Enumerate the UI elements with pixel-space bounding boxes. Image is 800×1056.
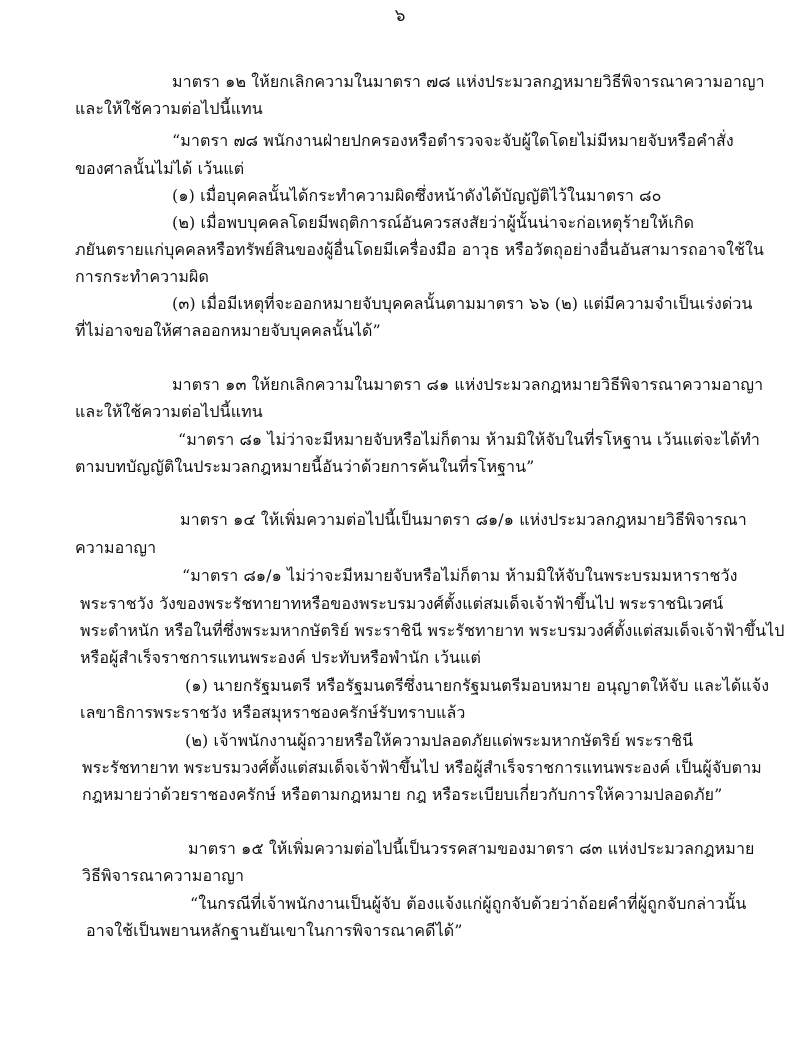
- text-line: ความอาญา: [75, 538, 157, 557]
- text-line: (๒) เจ้าพนักงานผู้ถวายหรือให้ความปลอดภัยแด่พระมหากษัตริย์ พระราชินี: [185, 731, 694, 750]
- text-line: มาตรา ๑๒ ให้ยกเลิกความในมาตรา ๗๘ แห่งประมวลกฎหมายวิธีพิจารณาความอาญา: [172, 72, 765, 91]
- page-number: ๖: [394, 6, 406, 26]
- text-line: มาตรา ๑๔ ให้เพิ่มความต่อไปนี้เป็นมาตรา ๘๑/๑ แห่งประมวลกฎหมายวิธีพิจารณา: [180, 510, 747, 529]
- text-line: พระรัชทายาท พระบรมวงศ์ตั้งแต่สมเด็จเจ้าฟ้าขึ้นไป หรือผู้สำเร็จราชการแทนพระองค์ เป็นผู้จับตาม: [82, 758, 762, 777]
- text-line: ตามบทบัญญัติในประมวลกฎหมายนี้อันว่าด้วยการค้นในที่รโหฐาน”: [75, 457, 535, 476]
- text-line: (๒) เมื่อพบบุคคลโดยมีพฤติการณ์อันควรสงสัยว่าผู้นั้นน่าจะก่อเหตุร้ายให้เกิด: [172, 213, 695, 232]
- text-line: ของศาลนั้นไม่ได้ เว้นแต่: [75, 159, 245, 178]
- text-line: “มาตรา ๘๑ ไม่ว่าจะมีหมายจับหรือไม่ก็ตาม ห้ามมิให้จับในที่รโหฐาน เว้นแต่จะได้ทำ: [178, 430, 760, 449]
- text-line: “มาตรา ๗๘ พนักงานฝ่ายปกครองหรือตำรวจจะจับผู้ใดโดยไม่มีหมายจับหรือคำสั่ง: [172, 131, 734, 150]
- text-line: “ในกรณีที่เจ้าพนักงานเป็นผู้จับ ต้องแจ้งแก่ผู้ถูกจับด้วยว่าถ้อยคำที่ผู้ถูกจับกล่าวนั้น: [190, 894, 747, 913]
- text-line: (๑) นายกรัฐมนตรี หรือรัฐมนตรีซึ่งนายกรัฐมนตรีมอบหมาย อนุญาตให้จับ และได้แจ้ง: [185, 676, 770, 695]
- text-line: ที่ไม่อาจขอให้ศาลออกหมายจับบุคคลนั้นได้”: [75, 321, 381, 340]
- text-line: “มาตรา ๘๑/๑ ไม่ว่าจะมีหมายจับหรือไม่ก็ตาม ห้ามมิให้จับในพระบรมมหาราชวัง: [182, 566, 738, 585]
- text-line: พระราชวัง วังของพระรัชทายาทหรือของพระบรมวงศ์ตั้งแต่สมเด็จเจ้าฟ้าขึ้นไป พระราชนิเวศน์: [80, 594, 724, 613]
- text-line: และให้ใช้ความต่อไปนี้แทน: [75, 402, 263, 421]
- text-line: และให้ใช้ความต่อไปนี้แทน: [75, 99, 263, 118]
- text-line: มาตรา ๑๕ ให้เพิ่มความต่อไปนี้เป็นวรรคสามของมาตรา ๘๓ แห่งประมวลกฎหมาย: [188, 839, 755, 858]
- text-line: กฎหมายว่าด้วยราชองครักษ์ หรือตามกฎหมาย กฎ หรือระเบียบเกี่ยวกับการให้ความปลอดภัย”: [82, 785, 723, 804]
- text-line: (๓) เมื่อมีเหตุที่จะออกหมายจับบุคคลนั้นตามมาตรา ๖๖ (๒) แต่มีความจำเป็นเร่งด่วน: [172, 294, 753, 313]
- text-line: อาจใช้เป็นพยานหลักฐานยันเขาในการพิจารณาคดีได้”: [86, 921, 463, 940]
- text-line: ภยันตรายแก่บุคคลหรือทรัพย์สินของผู้อื่นโดยมีเครื่องมือ อาวุธ หรือวัตถุอย่างอื่นอันสามารถอาจใช้ใน: [75, 240, 764, 259]
- text-line: พระตำหนัก หรือในที่ซึ่งพระมหากษัตริย์ พระราชินี พระรัชทายาท พระบรมวงศ์ตั้งแต่สมเด็จเจ้าฟ้าขึ้นไป: [80, 621, 785, 640]
- text-line: การกระทำความผิด: [75, 267, 209, 286]
- text-line: วิธีพิจารณาความอาญา: [82, 866, 245, 885]
- text-line: เลขาธิการพระราชวัง หรือสมุหราชองครักษ์รับทราบแล้ว: [80, 703, 466, 722]
- text-line: มาตรา ๑๓ ให้ยกเลิกความในมาตรา ๘๑ แห่งประมวลกฎหมายวิธีพิจารณาความอาญา: [172, 375, 764, 394]
- text-line: หรือผู้สำเร็จราชการแทนพระองค์ ประทับหรือพำนัก เว้นแต่: [80, 648, 481, 667]
- text-line: (๑) เมื่อบุคคลนั้นได้กระทำความผิดซึ่งหน้าดังได้บัญญัติไว้ในมาตรา ๘๐: [172, 186, 662, 205]
